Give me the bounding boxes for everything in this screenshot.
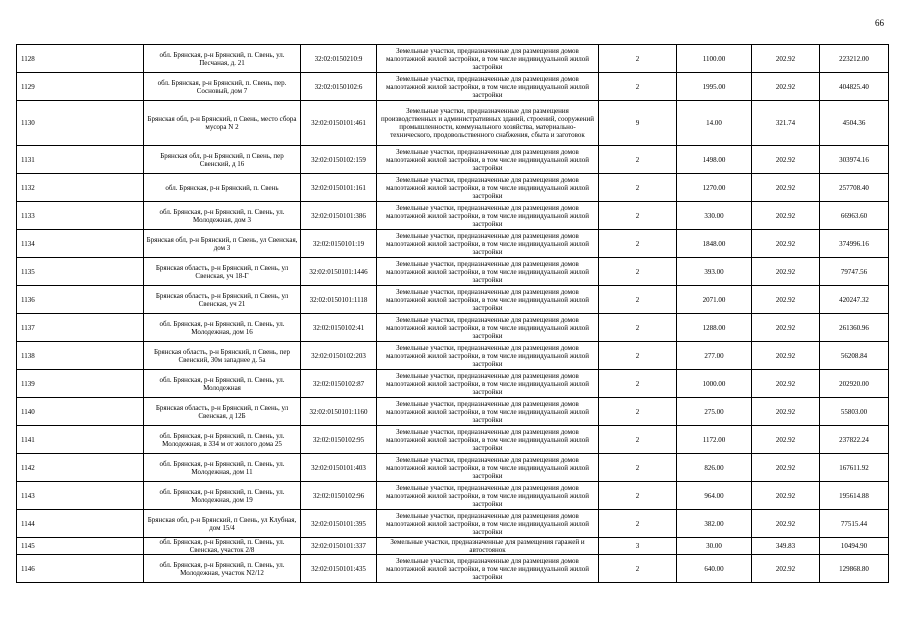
cadastral-number-cell: 32:02:0150101:403 (301, 454, 377, 482)
specific-value-cell: 202.92 (752, 370, 820, 398)
use-group-cell: 2 (599, 370, 677, 398)
address-cell: обл. Брянская, р-н Брянский, п. Свень, ул. Молодежная (144, 370, 301, 398)
land-use-cell: Земельные участки, предназначенные для размещения домов малоэтажной жилой застройки, в том числе индивидуальной жилой застройки (377, 426, 599, 454)
table-row (17, 286, 889, 314)
area-cell: 1000.00 (677, 370, 752, 398)
specific-value-cell: 202.92 (752, 482, 820, 510)
row-number: 1145 (17, 538, 144, 555)
area-cell: 1995.00 (677, 73, 752, 101)
row-number: 1129 (17, 73, 144, 101)
area-cell: 640.00 (677, 555, 752, 583)
row-number: 1132 (17, 174, 144, 202)
row-number: 1131 (17, 146, 144, 174)
specific-value-cell: 202.92 (752, 146, 820, 174)
area-cell: 30.00 (677, 538, 752, 555)
cadastral-number-cell: 32:02:0150101:1118 (301, 286, 377, 314)
land-use-cell: Земельные участки, предназначенные для размещения домов малоэтажной жилой застройки, в том числе индивидуальной жилой застройки (377, 454, 599, 482)
area-cell: 275.00 (677, 398, 752, 426)
row-number: 1141 (17, 426, 144, 454)
specific-value-cell: 202.92 (752, 174, 820, 202)
cadastral-number-cell: 32:02:0150102:41 (301, 314, 377, 342)
address-cell: обл. Брянская, р-н Брянский, п. Свень, ул. Свенская, участок 2/8 (144, 538, 301, 555)
area-cell: 330.00 (677, 202, 752, 230)
use-group-cell: 2 (599, 314, 677, 342)
address-cell: обл. Брянская, р-н Брянский, п. Свень, пер. Сосновый, дом 7 (144, 73, 301, 101)
cadastral-value-cell: 237822.24 (820, 426, 889, 454)
specific-value-cell: 202.92 (752, 342, 820, 370)
specific-value-cell: 202.92 (752, 398, 820, 426)
land-use-cell: Земельные участки, предназначенные для размещения домов малоэтажной жилой застройки, в том числе индивидуальной жилой застройки (377, 314, 599, 342)
cadastral-number-cell: 32:02:0150102:95 (301, 426, 377, 454)
area-cell: 1270.00 (677, 174, 752, 202)
cadastral-value-cell: 66963.60 (820, 202, 889, 230)
specific-value-cell: 202.92 (752, 314, 820, 342)
cadastral-value-cell: 202920.00 (820, 370, 889, 398)
address-cell: Брянская обл, р-н Брянский, п Свень, ул Клубная, дом 15/4 (144, 510, 301, 538)
cadastral-number-cell: 32:02:0150101:161 (301, 174, 377, 202)
land-use-cell: Земельные участки, предназначенные для размещения домов малоэтажной жилой застройки, в том числе индивидуальной жилой застройки (377, 286, 599, 314)
cadastral-value-cell: 55803.00 (820, 398, 889, 426)
area-cell: 964.00 (677, 482, 752, 510)
area-cell: 1848.00 (677, 230, 752, 258)
row-number: 1128 (17, 45, 144, 73)
specific-value-cell: 321.74 (752, 101, 820, 146)
cadastral-number-cell: 32:02:0150101:386 (301, 202, 377, 230)
address-cell: Брянская обл, р-н Брянский, п Свень, ул Свенская, дом 3 (144, 230, 301, 258)
cadastral-value-cell: 77515.44 (820, 510, 889, 538)
cadastral-number-cell: 32:02:0150101:1446 (301, 258, 377, 286)
land-use-cell: Земельные участки, предназначенные для размещения домов малоэтажной жилой застройки, в том числе индивидуальной жилой застройки (377, 510, 599, 538)
address-cell: обл. Брянская, р-н Брянский, п. Свень, ул. Молодежная, участок N2/12 (144, 555, 301, 583)
use-group-cell: 2 (599, 258, 677, 286)
row-number: 1144 (17, 510, 144, 538)
row-number: 1136 (17, 286, 144, 314)
cadastral-number-cell: 32:02:0150210:9 (301, 45, 377, 73)
area-cell: 1172.00 (677, 426, 752, 454)
row-number: 1142 (17, 454, 144, 482)
row-number: 1143 (17, 482, 144, 510)
address-cell: обл. Брянская, р-н Брянский, п. Свень, ул. Молодежная, дом 3 (144, 202, 301, 230)
use-group-cell: 2 (599, 510, 677, 538)
cadastral-value-cell: 10494.90 (820, 538, 889, 555)
table-row (17, 454, 889, 482)
specific-value-cell: 202.92 (752, 73, 820, 101)
address-cell: Брянская обл, р-н Брянский, п Свень, место сбора мусора N 2 (144, 101, 301, 146)
address-cell: Брянская область, р-н Брянский, п Свень, пер Свенский, 30м западнее д. 5а (144, 342, 301, 370)
table-body (17, 45, 889, 583)
table-row (17, 202, 889, 230)
land-use-cell: Земельные участки, предназначенные для размещения домов малоэтажной жилой застройки, в том числе индивидуальной жилой застройки (377, 45, 599, 73)
table-row (17, 398, 889, 426)
area-cell: 1100.00 (677, 45, 752, 73)
cadastral-value-cell: 167611.92 (820, 454, 889, 482)
cadastral-number-cell: 32:02:0150102:87 (301, 370, 377, 398)
cadastral-number-cell: 32:02:0150101:337 (301, 538, 377, 555)
cadastral-number-cell: 32:02:0150101:19 (301, 230, 377, 258)
table-row (17, 174, 889, 202)
row-number: 1146 (17, 555, 144, 583)
use-group-cell: 2 (599, 202, 677, 230)
table-row (17, 370, 889, 398)
cadastral-value-cell: 195614.88 (820, 482, 889, 510)
land-registry-table (16, 44, 889, 583)
address-cell: обл. Брянская, р-н Брянский, п. Свень, ул. Песчаная, д. 21 (144, 45, 301, 73)
use-group-cell: 2 (599, 398, 677, 426)
land-use-cell: Земельные участки, предназначенные для размещения гаражей и автостоянок (377, 538, 599, 555)
specific-value-cell: 202.92 (752, 555, 820, 583)
cadastral-value-cell: 79747.56 (820, 258, 889, 286)
use-group-cell: 2 (599, 286, 677, 314)
cadastral-number-cell: 32:02:0150101:1160 (301, 398, 377, 426)
cadastral-number-cell: 32:02:0150102:6 (301, 73, 377, 101)
specific-value-cell: 202.92 (752, 258, 820, 286)
use-group-cell: 2 (599, 555, 677, 583)
address-cell: Брянская обл, р-н Брянский, п Свень, пер Свенский, д 16 (144, 146, 301, 174)
area-cell: 393.00 (677, 258, 752, 286)
row-number: 1139 (17, 370, 144, 398)
land-use-cell: Земельные участки, предназначенные для размещения домов малоэтажной жилой застройки, в том числе индивидуальной жилой застройки (377, 73, 599, 101)
specific-value-cell: 202.92 (752, 454, 820, 482)
area-cell: 826.00 (677, 454, 752, 482)
table-row (17, 258, 889, 286)
use-group-cell: 2 (599, 482, 677, 510)
cadastral-value-cell: 129868.80 (820, 555, 889, 583)
address-cell: Брянская область, р-н Брянский, п Свень, ул Свенская, уч 21 (144, 286, 301, 314)
cadastral-number-cell: 32:02:0150101:435 (301, 555, 377, 583)
table-row (17, 45, 889, 73)
land-use-cell: Земельные участки, предназначенные для размещения домов малоэтажной жилой застройки, в том числе индивидуальной жилой застройки (377, 174, 599, 202)
cadastral-value-cell: 257708.40 (820, 174, 889, 202)
land-use-cell: Земельные участки, предназначенные для размещения домов малоэтажной жилой застройки, в том числе индивидуальной жилой застройки (377, 342, 599, 370)
area-cell: 277.00 (677, 342, 752, 370)
use-group-cell: 9 (599, 101, 677, 146)
row-number: 1135 (17, 258, 144, 286)
area-cell: 1498.00 (677, 146, 752, 174)
use-group-cell: 2 (599, 230, 677, 258)
cadastral-number-cell: 32:02:0150101:395 (301, 510, 377, 538)
cadastral-value-cell: 223212.00 (820, 45, 889, 73)
specific-value-cell: 202.92 (752, 230, 820, 258)
cadastral-value-cell: 261360.96 (820, 314, 889, 342)
cadastral-value-cell: 4504.36 (820, 101, 889, 146)
cadastral-value-cell: 303974.16 (820, 146, 889, 174)
table-row (17, 538, 889, 555)
address-cell: обл. Брянская, р-н Брянский, п. Свень, ул. Молодежная, дом 16 (144, 314, 301, 342)
use-group-cell: 2 (599, 45, 677, 73)
specific-value-cell: 349.83 (752, 538, 820, 555)
table-row (17, 510, 889, 538)
use-group-cell: 2 (599, 454, 677, 482)
table-row (17, 342, 889, 370)
table-row (17, 230, 889, 258)
cadastral-value-cell: 404825.40 (820, 73, 889, 101)
use-group-cell: 2 (599, 146, 677, 174)
table-row (17, 482, 889, 510)
use-group-cell: 2 (599, 426, 677, 454)
address-cell: обл. Брянская, р-н Брянский, п. Свень (144, 174, 301, 202)
cadastral-number-cell: 32:02:0150102:96 (301, 482, 377, 510)
specific-value-cell: 202.92 (752, 286, 820, 314)
land-use-cell: Земельные участки, предназначенные для размещения домов малоэтажной жилой застройки, в том числе индивидуальной жилой застройки (377, 482, 599, 510)
area-cell: 1288.00 (677, 314, 752, 342)
area-cell: 382.00 (677, 510, 752, 538)
row-number: 1133 (17, 202, 144, 230)
address-cell: обл. Брянская, р-н Брянский, п. Свень, ул. Молодежная, в 334 м от жилого дома 25 (144, 426, 301, 454)
cadastral-value-cell: 56208.84 (820, 342, 889, 370)
table-row (17, 555, 889, 583)
row-number: 1130 (17, 101, 144, 146)
land-use-cell: Земельные участки, предназначенные для размещения домов малоэтажной жилой застройки, в том числе индивидуальной жилой застройки (377, 146, 599, 174)
specific-value-cell: 202.92 (752, 45, 820, 73)
page-number: 66 (875, 18, 884, 28)
cadastral-number-cell: 32:02:0150102:159 (301, 146, 377, 174)
land-use-cell: Земельные участки, предназначенные для размещения домов малоэтажной жилой застройки, в том числе индивидуальной жилой застройки (377, 370, 599, 398)
row-number: 1138 (17, 342, 144, 370)
address-cell: Брянская область, р-н Брянский, п Свень, ул Свенская, уч 18-Г (144, 258, 301, 286)
area-cell: 2071.00 (677, 286, 752, 314)
cadastral-value-cell: 420247.32 (820, 286, 889, 314)
cadastral-value-cell: 374996.16 (820, 230, 889, 258)
specific-value-cell: 202.92 (752, 202, 820, 230)
land-use-cell: Земельные участки, предназначенные для размещения производственных и административных зданий, строений, сооружений промышленности, коммунального хозяйства, материально-технического, продовольственного снабжения, сбыта и заготовок (377, 101, 599, 146)
land-use-cell: Земельные участки, предназначенные для размещения домов малоэтажной жилой застройки, в том числе индивидуальной жилой застройки (377, 258, 599, 286)
address-cell: обл. Брянская, р-н Брянский, п. Свень, ул. Молодежная, дом 19 (144, 482, 301, 510)
specific-value-cell: 202.92 (752, 510, 820, 538)
row-number: 1137 (17, 314, 144, 342)
table-row (17, 146, 889, 174)
table-row (17, 101, 889, 146)
cadastral-number-cell: 32:02:0150102:203 (301, 342, 377, 370)
table-row (17, 73, 889, 101)
address-cell: Брянская область, р-н Брянский, п Свень, ул Свенская, д 12Б (144, 398, 301, 426)
use-group-cell: 2 (599, 73, 677, 101)
row-number: 1140 (17, 398, 144, 426)
use-group-cell: 3 (599, 538, 677, 555)
cadastral-number-cell: 32:02:0150101:461 (301, 101, 377, 146)
land-use-cell: Земельные участки, предназначенные для размещения домов малоэтажной жилой застройки, в том числе индивидуальной жилой застройки (377, 230, 599, 258)
table-row (17, 314, 889, 342)
address-cell: обл. Брянская, р-н Брянский, п. Свень, ул. Молодежная, дом 11 (144, 454, 301, 482)
use-group-cell: 2 (599, 342, 677, 370)
land-use-cell: Земельные участки, предназначенные для размещения домов малоэтажной жилой застройки, в том числе индивидуальной жилой застройки (377, 555, 599, 583)
row-number: 1134 (17, 230, 144, 258)
specific-value-cell: 202.92 (752, 426, 820, 454)
land-use-cell: Земельные участки, предназначенные для размещения домов малоэтажной жилой застройки, в том числе индивидуальной жилой застройки (377, 398, 599, 426)
use-group-cell: 2 (599, 174, 677, 202)
land-use-cell: Земельные участки, предназначенные для размещения домов малоэтажной жилой застройки, в том числе индивидуальной жилой застройки (377, 202, 599, 230)
area-cell: 14.00 (677, 101, 752, 146)
table-row (17, 426, 889, 454)
